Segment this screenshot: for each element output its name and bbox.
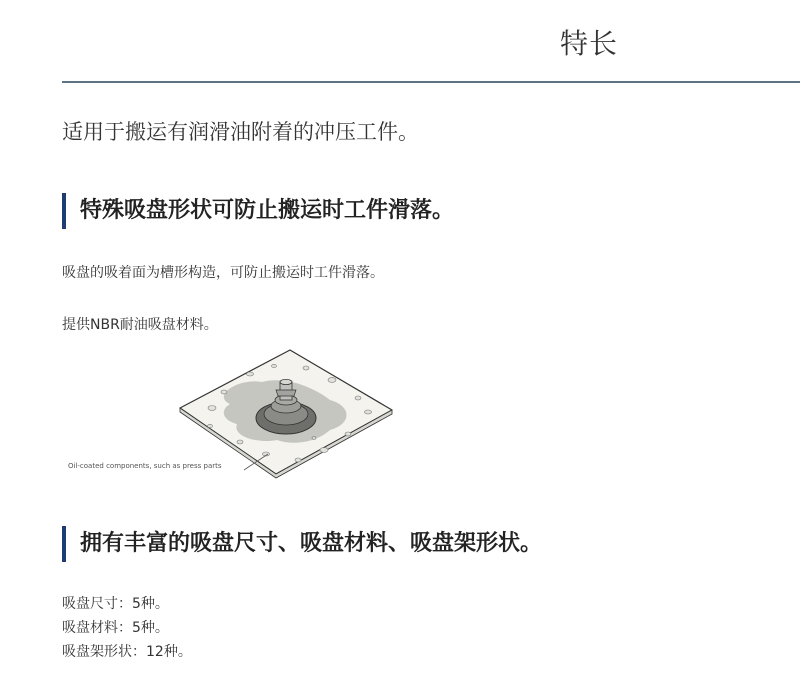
suction-cup-illustration — [62, 346, 402, 480]
intro-text: 适用于搬运有润滑油附着的冲压工件。 — [62, 120, 419, 144]
illustration-caption: Oil-coated components, such as press parts — [68, 462, 222, 470]
spec-item-pad-size: 吸盘尺寸：5种。 — [62, 596, 169, 612]
page-title: 特长 — [560, 27, 619, 60]
title-divider — [62, 81, 800, 83]
spec-list — [62, 592, 192, 664]
section-heading-suction-shape: 特殊吸盘形状可防止搬运时工件滑落。 — [62, 193, 454, 229]
paragraph-nbr-material: 提供NBR耐油吸盘材料。 — [62, 317, 218, 333]
spec-item-holder-shape: 吸盘架形状：12种。 — [62, 644, 192, 660]
section-heading-variety: 拥有丰富的吸盘尺寸、吸盘材料、吸盘架形状。 — [62, 526, 542, 562]
paragraph-groove-structure: 吸盘的吸着面为槽形构造，可防止搬运时工件滑落。 — [62, 265, 384, 281]
spec-item-pad-material: 吸盘材料：5种。 — [62, 620, 169, 636]
